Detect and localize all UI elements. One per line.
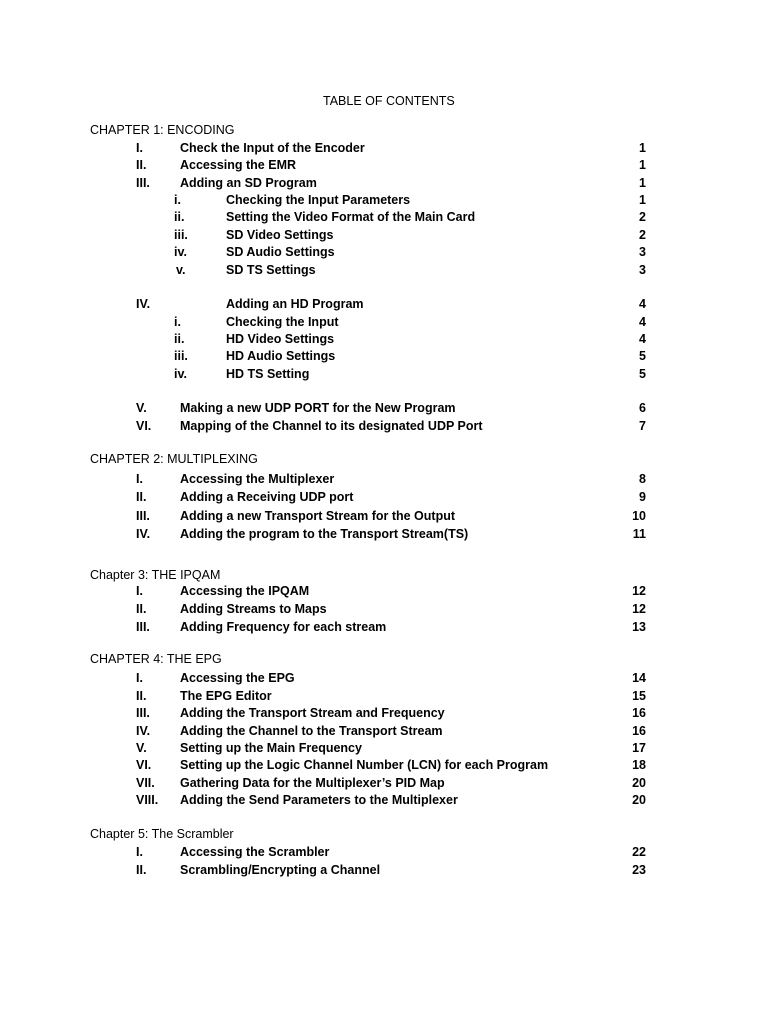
toc-entry-marker: VI. — [136, 758, 152, 772]
chapter-heading: CHAPTER 2: MULTIPLEXING — [90, 452, 258, 466]
toc-entry-text: Adding Streams to Maps — [180, 602, 327, 616]
toc-entry-text: Accessing the Multiplexer — [180, 472, 335, 486]
toc-entry-page: 1 — [639, 141, 646, 155]
toc-entry-page: 15 — [632, 689, 646, 703]
toc-entry-text: Checking the Input — [226, 315, 339, 329]
toc-entry-marker: iv. — [174, 245, 187, 259]
toc-entry-page: 6 — [639, 401, 646, 415]
toc-entry-marker: III. — [136, 620, 150, 634]
toc-entry-text: HD TS Setting — [226, 367, 310, 381]
toc-entry-page: 9 — [639, 490, 646, 504]
page-title: TABLE OF CONTENTS — [323, 94, 455, 108]
toc-entry-text: HD Audio Settings — [226, 349, 336, 363]
toc-entry-marker: III. — [136, 706, 150, 720]
toc-entry-marker: V. — [136, 401, 147, 415]
toc-entry-text: SD TS Settings — [226, 263, 316, 277]
toc-entry-marker: VIII. — [136, 793, 159, 807]
toc-entry-text: Gathering Data for the Multiplexer’s PID Map — [180, 776, 445, 790]
toc-entry-text: Adding the Channel to the Transport Stream — [180, 724, 443, 738]
toc-entry-page: 5 — [639, 367, 646, 381]
toc-entry-page: 17 — [632, 741, 646, 755]
toc-entry-page: 1 — [639, 193, 646, 207]
toc-entry-text: Scrambling/Encrypting a Channel — [180, 863, 381, 877]
toc-entry-marker: II. — [136, 689, 147, 703]
toc-entry-text: Adding the Transport Stream and Frequency — [180, 706, 445, 720]
toc-entry-page: 1 — [639, 158, 646, 172]
toc-entry-page: 10 — [632, 509, 646, 523]
toc-entry-page: 7 — [639, 419, 646, 433]
toc-entry-text: Mapping of the Channel to its designated UDP Port — [180, 419, 483, 433]
toc-entry-marker: II. — [136, 602, 147, 616]
toc-entry-text: Adding an SD Program — [180, 176, 317, 190]
toc-entry-marker: I. — [136, 845, 143, 859]
toc-entry-page: 8 — [639, 472, 646, 486]
toc-entry-marker: iii. — [174, 228, 188, 242]
toc-entry-marker: ii. — [174, 210, 185, 224]
toc-entry-text: Accessing the Scrambler — [180, 845, 330, 859]
toc-entry-marker: I. — [136, 141, 143, 155]
toc-entry-page: 12 — [632, 584, 646, 598]
toc-entry-page: 16 — [632, 724, 646, 738]
toc-entry-page: 2 — [639, 210, 646, 224]
toc-entry-page: 4 — [639, 315, 646, 329]
toc-entry-text: Adding an HD Program — [226, 297, 364, 311]
toc-entry-marker: i. — [174, 193, 181, 207]
toc-entry-marker: VI. — [136, 419, 152, 433]
toc-entry-page: 16 — [632, 706, 646, 720]
chapter-heading: CHAPTER 1: ENCODING — [90, 123, 235, 137]
toc-entry-text: Setting up the Main Frequency — [180, 741, 362, 755]
chapter-heading: Chapter 3: THE IPQAM — [90, 568, 221, 582]
toc-entry-text: Adding the Send Parameters to the Multiplexer — [180, 793, 458, 807]
toc-entry-text: Accessing the EPG — [180, 671, 295, 685]
toc-entry-marker: II. — [136, 490, 147, 504]
toc-entry-page: 1 — [639, 176, 646, 190]
toc-entry-marker: IV. — [136, 527, 151, 541]
chapter-heading: CHAPTER 4: THE EPG — [90, 652, 222, 666]
toc-entry-text: Check the Input of the Encoder — [180, 141, 365, 155]
toc-entry-page: 3 — [639, 263, 646, 277]
toc-entry-marker: ii. — [174, 332, 185, 346]
toc-entry-marker: IV. — [136, 297, 151, 311]
toc-entry-text: SD Audio Settings — [226, 245, 335, 259]
toc-entry-text: Accessing the IPQAM — [180, 584, 310, 598]
toc-entry-page: 11 — [632, 527, 646, 541]
toc-entry-page: 22 — [632, 845, 646, 859]
toc-entry-page: 2 — [639, 228, 646, 242]
toc-entry-page: 12 — [632, 602, 646, 616]
toc-entry-marker: iv. — [174, 367, 187, 381]
toc-entry-page: 20 — [632, 793, 646, 807]
toc-entry-marker: II. — [136, 863, 147, 877]
toc-entry-page: 23 — [632, 863, 646, 877]
toc-entry-page: 3 — [639, 245, 646, 259]
toc-entry-page: 13 — [632, 620, 646, 634]
toc-entry-text: Adding a new Transport Stream for the Output — [180, 509, 456, 523]
toc-entry-text: Adding the program to the Transport Stream(TS) — [180, 527, 469, 541]
toc-entry-marker: I. — [136, 472, 143, 486]
toc-entry-page: 5 — [639, 349, 646, 363]
toc-entry-marker: i. — [174, 315, 181, 329]
toc-entry-text: Setting the Video Format of the Main Card — [226, 210, 476, 224]
toc-entry-text: Adding a Receiving UDP port — [180, 490, 354, 504]
toc-entry-text: HD Video Settings — [226, 332, 335, 346]
toc-entry-page: 18 — [632, 758, 646, 772]
toc-entry-marker: I. — [136, 671, 143, 685]
toc-entry-marker: III. — [136, 509, 150, 523]
toc-entry-marker: VII. — [136, 776, 155, 790]
toc-entry-page: 4 — [639, 297, 646, 311]
toc-entry-text: The EPG Editor — [180, 689, 272, 703]
toc-entry-marker: I. — [136, 584, 143, 598]
toc-entry-marker: iii. — [174, 349, 188, 363]
toc-entry-text: Adding Frequency for each stream — [180, 620, 387, 634]
toc-entry-text: Making a new UDP PORT for the New Program — [180, 401, 456, 415]
toc-entry-marker: II. — [136, 158, 147, 172]
toc-entry-marker: V. — [136, 741, 147, 755]
toc-entry-marker: III. — [136, 176, 150, 190]
chapter-heading: Chapter 5: The Scrambler — [90, 827, 234, 841]
toc-entry-text: Accessing the EMR — [180, 158, 297, 172]
toc-entry-page: 20 — [632, 776, 646, 790]
toc-entry-text: Setting up the Logic Channel Number (LCN) for each Program — [180, 758, 549, 772]
toc-entry-marker: IV. — [136, 724, 151, 738]
toc-entry-text: SD Video Settings — [226, 228, 334, 242]
toc-entry-text: Checking the Input Parameters — [226, 193, 411, 207]
toc-entry-page: 14 — [632, 671, 646, 685]
toc-entry-marker: v. — [176, 263, 186, 277]
toc-entry-page: 4 — [639, 332, 646, 346]
